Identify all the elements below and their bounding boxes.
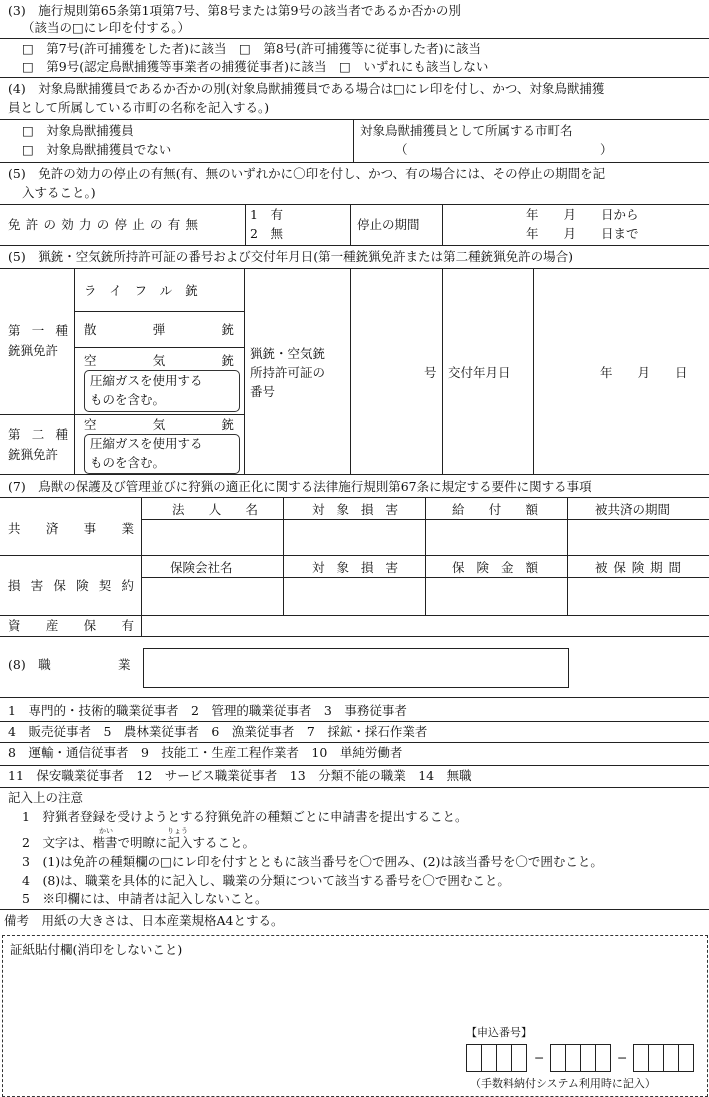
permit-label-2: 所持許可証の bbox=[250, 365, 326, 380]
s4-line2: 員として所属している市町の名称を記入する。) bbox=[8, 100, 270, 115]
mutual-aid-label: 共 済 事 業 bbox=[8, 521, 134, 536]
s3-option-9-none[interactable]: □ 第9号(認定鳥獣捕獲等事業者の捕獲従事者)に該当 □ いずれにも該当しない bbox=[22, 59, 489, 74]
permit-number-suffix: 号 bbox=[424, 365, 437, 380]
s5b-title: (5) 猟銃・空気銃所持許可証の番号および交付年月日(第一種銃猟免許または第二種銃猟免許の場合) bbox=[8, 249, 573, 264]
s8-label-end: 業 bbox=[118, 657, 131, 672]
mutual-header-2: 対 象 損 害 bbox=[312, 502, 398, 517]
mutual-period-field[interactable] bbox=[569, 521, 708, 554]
s4-city-input[interactable] bbox=[410, 142, 600, 158]
s3-note: （該当の□にレ印を付する。） bbox=[22, 20, 191, 35]
assets-field[interactable] bbox=[143, 617, 708, 635]
s3-title: (3) 施行規則第65条第1項第7号、第8号または第9号の該当者であるか否かの別 bbox=[8, 3, 461, 18]
s4-city-paren-close: ） bbox=[600, 142, 613, 157]
s4-city-label: 対象鳥獣捕獲員として所属する市町名 bbox=[360, 123, 573, 138]
job-row-3: 8 運輸・通信従事者 9 技能工・生産工程作業者 10 単純労働者 bbox=[8, 745, 403, 760]
insurance-amount-field[interactable] bbox=[427, 579, 566, 613]
airgun-note-2b: ものを含む。 bbox=[90, 455, 166, 470]
s5a-period-label: 停止の期間 bbox=[357, 217, 420, 232]
s5b-second-kind-2: 銃猟免許 bbox=[8, 447, 59, 462]
s4-option-no[interactable]: □ 対象鳥獣捕獲員でない bbox=[22, 142, 172, 157]
app-no-sep-2: − bbox=[617, 1050, 628, 1065]
job-row-4: 11 保安職業従事者 12 サービス職業従事者 13 分類不能の職業 14 無職 bbox=[8, 768, 472, 783]
app-no-sep-1: − bbox=[534, 1050, 545, 1065]
notes-title: 記入上の注意 bbox=[8, 790, 84, 805]
s5b-first-kind-1: 第一種 bbox=[8, 323, 80, 338]
insurance-label: 損 害 保 険 契 約 bbox=[8, 578, 134, 593]
mutual-header-1: 法 人 名 bbox=[172, 502, 258, 517]
s4-line1: (4) 対象鳥獣捕獲員であるか否かの別(対象鳥獣捕獲員である場合は□にレ印を付し、かつ、対象鳥獣捕獲 bbox=[8, 81, 605, 96]
permit-label-1: 猟銃・空気銃 bbox=[250, 346, 326, 361]
insurance-header-4: 被 保 険 期 間 bbox=[595, 560, 681, 575]
job-row-1: 1 専門的・技術的職業従事者 2 管理的職業従事者 3 事務従事者 bbox=[8, 703, 407, 718]
s5a-period-from[interactable]: 年 月 日から bbox=[526, 207, 639, 222]
remark: 備考 用紙の大きさは、日本産業規格A4とする。 bbox=[4, 913, 284, 928]
app-no-note: （手数料納付システム利用時に記入） bbox=[470, 1077, 656, 1090]
airgun-note-1: 圧縮ガスを使用する bbox=[90, 373, 203, 388]
job-row-2: 4 販売従事者 5 農林業従事者 6 漁業従事者 7 採鉱・採石作業者 bbox=[8, 724, 428, 739]
s5a-period-to[interactable]: 年 月 日まで bbox=[526, 226, 639, 241]
note-3: 3 (1)は免許の種類欄の□にレ印を付すとともに該当番号を〇で囲み、(2)は該当番号を〇で囲むこと。 bbox=[22, 854, 603, 869]
shotgun-label: 散 弾 銃 bbox=[84, 322, 234, 337]
permit-label-3: 番号 bbox=[250, 384, 276, 399]
mutual-corp-field[interactable] bbox=[143, 521, 282, 554]
s5a-line1: (5) 免許の効力の停止の有無(有、無のいずれかに〇印を付し、かつ、有の場合には、その停止の期間を記 bbox=[8, 166, 606, 181]
s3-option-7-8[interactable]: □ 第7号(許可捕獲をした者)に該当 □ 第8号(許可捕獲等に従事した者)に該当 bbox=[22, 41, 482, 56]
s4-city-paren-open: （ bbox=[395, 142, 408, 157]
assets-label: 資 産 保 有 bbox=[8, 618, 134, 633]
insurance-header-1: 保険会社名 bbox=[170, 560, 233, 575]
s4-option-yes[interactable]: □ 対象鳥獣捕獲員 bbox=[22, 123, 134, 138]
insurance-damage-field[interactable] bbox=[285, 579, 424, 613]
airgun-label-2: 空 気 銃 bbox=[84, 417, 234, 432]
mutual-benefit-field[interactable] bbox=[427, 521, 566, 554]
app-no-label: 【申込番号】 bbox=[466, 1026, 532, 1039]
mutual-damage-field[interactable] bbox=[285, 521, 424, 554]
s8-label: (8) 職 bbox=[8, 657, 51, 672]
rifle-label: ライフル銃 bbox=[84, 283, 211, 298]
stamp-label: 証紙貼付欄(消印をしないこと) bbox=[10, 942, 183, 957]
airgun-label-1: 空 気 銃 bbox=[84, 353, 234, 368]
airgun-note-2: 圧縮ガスを使用する bbox=[90, 436, 203, 451]
insurance-header-3: 保 険 金 額 bbox=[452, 560, 538, 575]
s5a-opt-yes[interactable]: 1 有 bbox=[250, 207, 283, 222]
note-4: 4 (8)は、職業を具体的に記入し、職業の分類について該当する番号を〇で囲むこと。 bbox=[22, 873, 510, 888]
insurance-header-2: 対 象 損 害 bbox=[312, 560, 398, 575]
note-5: 5 ※印欄には、申請者は記入しないこと。 bbox=[22, 891, 268, 906]
airgun-note-1b: ものを含む。 bbox=[90, 392, 166, 407]
note-2: 2 文字は、楷書で明瞭に記入すること。 bbox=[22, 835, 255, 850]
s5a-line2: 入すること。) bbox=[22, 185, 96, 200]
issue-date-value[interactable]: 年 月 日 bbox=[600, 365, 688, 380]
note-1: 1 狩猟者登録を受けようとする狩猟免許の種類ごとに申請書を提出すること。 bbox=[22, 809, 468, 824]
s5b-second-kind-1: 第二種 bbox=[8, 427, 80, 442]
ruby-kai: かい bbox=[99, 827, 113, 835]
ruby-ryou: りょう bbox=[167, 827, 188, 835]
s7-title: (7) 鳥獣の保護及び管理並びに狩猟の適正化に関する法律施行規則第67条に規定する要件に関する事項 bbox=[8, 479, 592, 494]
mutual-header-4: 被共済の期間 bbox=[595, 502, 671, 517]
insurance-company-field[interactable] bbox=[143, 579, 282, 613]
s5a-label: 免許の効力の停止の有無 bbox=[8, 217, 204, 232]
s5b-first-kind-2: 銃猟免許 bbox=[8, 343, 59, 358]
mutual-header-3: 給 付 額 bbox=[452, 502, 538, 517]
s5a-opt-no[interactable]: 2 無 bbox=[250, 226, 283, 241]
issue-date-label: 交付年月日 bbox=[448, 365, 511, 380]
occupation-input[interactable] bbox=[143, 648, 569, 688]
insurance-period-field[interactable] bbox=[569, 579, 708, 613]
